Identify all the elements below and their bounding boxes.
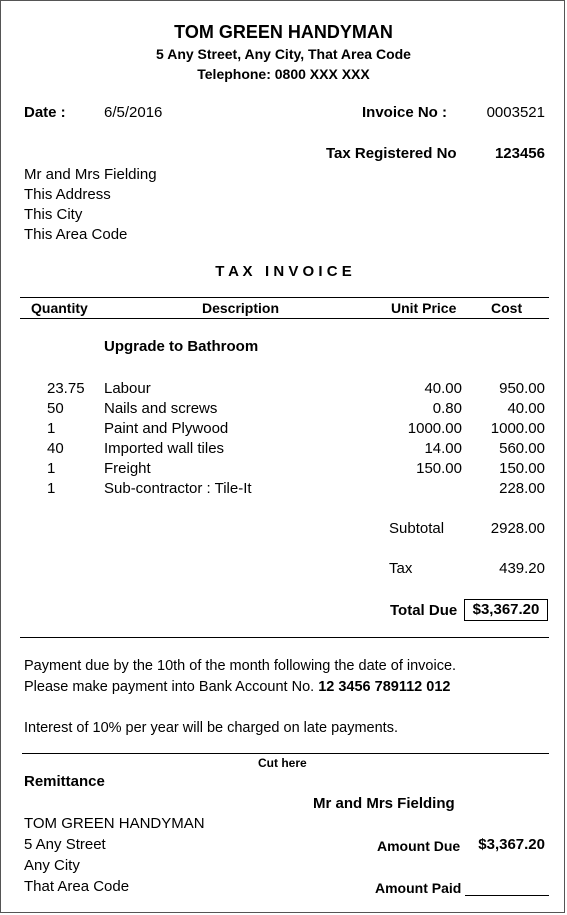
table-header-rule [20,318,549,319]
row-quantity: 40 [47,440,64,457]
total-due-label: Total Due [390,602,458,619]
payment-instructions-text: Please make payment into Bank Account No. [24,679,315,695]
total-due-value: $3,367.20 [464,599,548,621]
column-header-description: Description [202,300,280,316]
column-header-quantity: Quantity [31,300,88,316]
bank-account-number: 12 3456 789112 012 [318,679,451,695]
table-row [0,440,567,460]
row-unit-price: 14.00 [424,440,462,457]
row-description: Imported wall tiles [104,440,225,457]
row-description: Paint and Plywood [104,420,229,437]
table-row [0,400,567,420]
row-description: Freight [104,460,151,477]
row-cost: 150.00 [499,460,545,477]
date-value: 6/5/2016 [104,104,163,121]
row-unit-price: 150.00 [416,460,462,477]
remittance-business-line: Any City [24,857,80,874]
remittance-title: Remittance [24,773,105,790]
row-description: Labour [104,380,151,397]
row-quantity: 1 [47,460,56,477]
totals-rule [20,637,549,638]
row-cost: 560.00 [499,440,545,457]
remittance-business-line: 5 Any Street [24,836,106,853]
business-address: 5 Any Street, Any City, That Area Code [156,46,411,62]
subtotal-value: 2928.00 [490,520,545,537]
customer-line: This City [24,206,83,223]
row-description: Nails and screws [104,400,218,417]
table-top-rule [20,297,549,298]
remittance-business-line: TOM GREEN HANDYMAN [24,815,205,832]
row-cost: 1000.00 [490,420,545,437]
row-quantity: 1 [47,420,56,437]
table-row [0,420,567,440]
amount-paid-label: Amount Paid [375,880,462,896]
invoice-number-value: 0003521 [486,104,545,121]
row-unit-price: 0.80 [432,400,462,417]
tax-value: 439.20 [499,560,545,577]
payment-terms-line: Payment due by the 10th of the month following the date of invoice. [24,658,457,674]
row-description: Sub-contractor : Tile-It [104,480,252,497]
row-quantity: 50 [47,400,64,417]
tax-label: Tax [389,560,413,577]
invoice-number-label: Invoice No : [362,104,448,121]
date-label: Date : [24,104,66,121]
cut-line [22,753,549,754]
business-name: TOM GREEN HANDYMAN [174,22,393,42]
row-cost: 40.00 [507,400,545,417]
row-unit-price: 40.00 [424,380,462,397]
customer-line: This Area Code [24,226,128,243]
column-header-unit-price: Unit Price [391,300,457,316]
row-unit-price: 1000.00 [407,420,462,437]
customer-line: Mr and Mrs Fielding [24,166,157,183]
subtotal-label: Subtotal [389,520,445,537]
amount-due-label: Amount Due [377,838,461,854]
remittance-customer-name: Mr and Mrs Fielding [313,795,455,812]
business-telephone: Telephone: 0800 XXX XXX [197,66,370,82]
interest-note: Interest of 10% per year will be charged on late payments. [24,720,398,736]
tax-registered-label: Tax Registered No [326,145,457,162]
tax-registered-value: 123456 [494,145,545,162]
amount-paid-field[interactable] [465,895,549,896]
remittance-business-line: That Area Code [24,878,130,895]
table-row [0,380,567,400]
table-row [0,480,567,500]
invoice-title: T A X I N V O I C E [215,263,352,280]
row-cost: 228.00 [499,480,545,497]
cut-here-label: Cut here [258,756,307,770]
amount-due-value: $3,367.20 [478,836,545,853]
table-row [0,460,567,480]
customer-line: This Address [24,186,111,203]
row-cost: 950.00 [499,380,545,397]
row-quantity: 1 [47,480,56,497]
section-title: Upgrade to Bathroom [104,338,259,355]
row-quantity: 23.75 [47,380,85,397]
column-header-cost: Cost [491,300,523,316]
payment-instructions [24,679,450,695]
